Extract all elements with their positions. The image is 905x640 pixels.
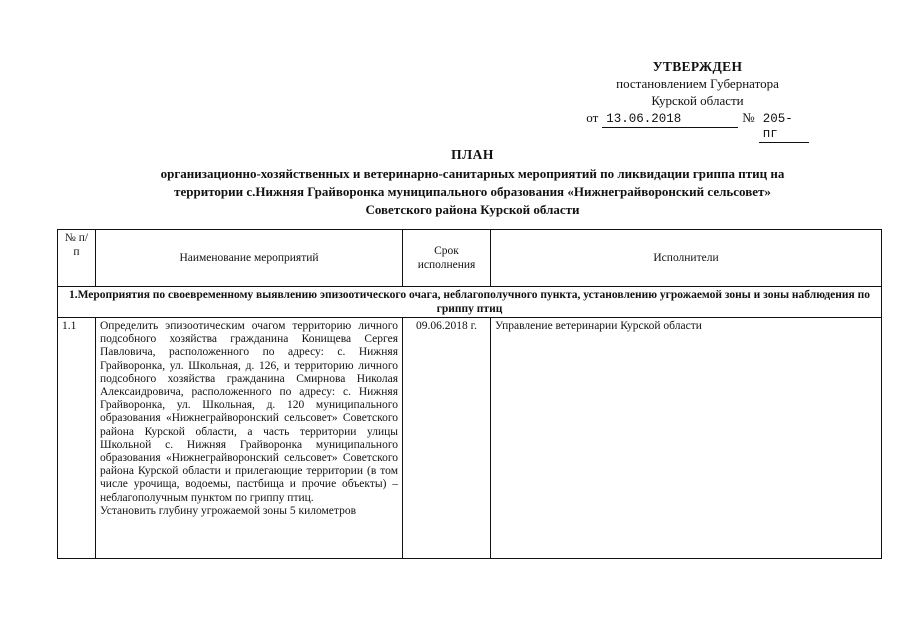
- row-description-text-2: Установить глубину угрожаемой зоны 5 километров: [100, 504, 357, 517]
- row-date: 09.06.2018 г.: [403, 318, 491, 559]
- row-description-text: Определить эпизоотическим очагом территорию личного подсобного хозяйства гражданина Конищева Сергея Павловича, расположенного по адресу: с. Нижняя Грайворонка, ул. Школьная, д. 126, и территорию личного подсобного хозяйства гражданина Смирнова Николая Алексаидровича, расположенного по адресу: с. Нижняя Грайворонка, ул. Школьная, д. 120 муниципального образования «Нижнеграйворонский сельсовет» Советского района Курской области, а часть территории улицы Школьной с. Нижняя Грайворонка муниципального образования «Нижнеграйворонский сельсовет» Советского района Курской области и прилегающие территории (в том числе урочища, водоемы, пастбища и прочие объекты) – неблагополучным пунктом по гриппу птиц.: [100, 320, 398, 504]
- row-description: [96, 318, 403, 559]
- section-row: [58, 287, 882, 318]
- plan-subtitle-line-3: Советского района Курской области: [365, 202, 580, 217]
- header-executors: Исполнители: [491, 230, 882, 287]
- number-label: №: [742, 110, 755, 125]
- table-header-row: [58, 230, 882, 287]
- plan-table: [57, 229, 882, 559]
- plan-title: ПЛАН: [451, 147, 494, 162]
- approval-number-line: [575, 109, 820, 143]
- row-num: 1.1: [58, 318, 96, 559]
- plan-subtitle-line-1: организационно-хозяйственных и ветеринарно-санитарных мероприятий по ликвидации гриппа птиц на: [160, 166, 785, 181]
- approval-line-1: постановлением Губернатора: [616, 76, 779, 91]
- header-term: Срок исполнения: [403, 230, 491, 287]
- header-num: № п/п: [58, 230, 96, 287]
- approval-title: УТВЕРЖДЕН: [652, 59, 743, 74]
- approval-date: 13.06.2018: [602, 112, 738, 128]
- plan-heading: [60, 146, 885, 219]
- approval-stamp: [575, 58, 820, 143]
- row-executor: Управление ветеринарии Курской области: [491, 318, 882, 559]
- plan-subtitle-line-2: территории с.Нижняя Грайворонка муниципального образования «Нижнеграйворонский сельсовет»: [174, 184, 771, 199]
- approval-line-2: Курской области: [651, 93, 744, 108]
- approval-number: 205-пг: [759, 112, 809, 143]
- from-label: от: [586, 110, 599, 125]
- section-1-title: 1.Мероприятия по своевременному выявлению эпизоотического очага, неблагополучного пункта, установлению угрожаемой зоны и зоны наблюдения по гриппу птиц: [58, 287, 882, 318]
- header-name: Наименование мероприятий: [96, 230, 403, 287]
- table-row: [58, 318, 882, 559]
